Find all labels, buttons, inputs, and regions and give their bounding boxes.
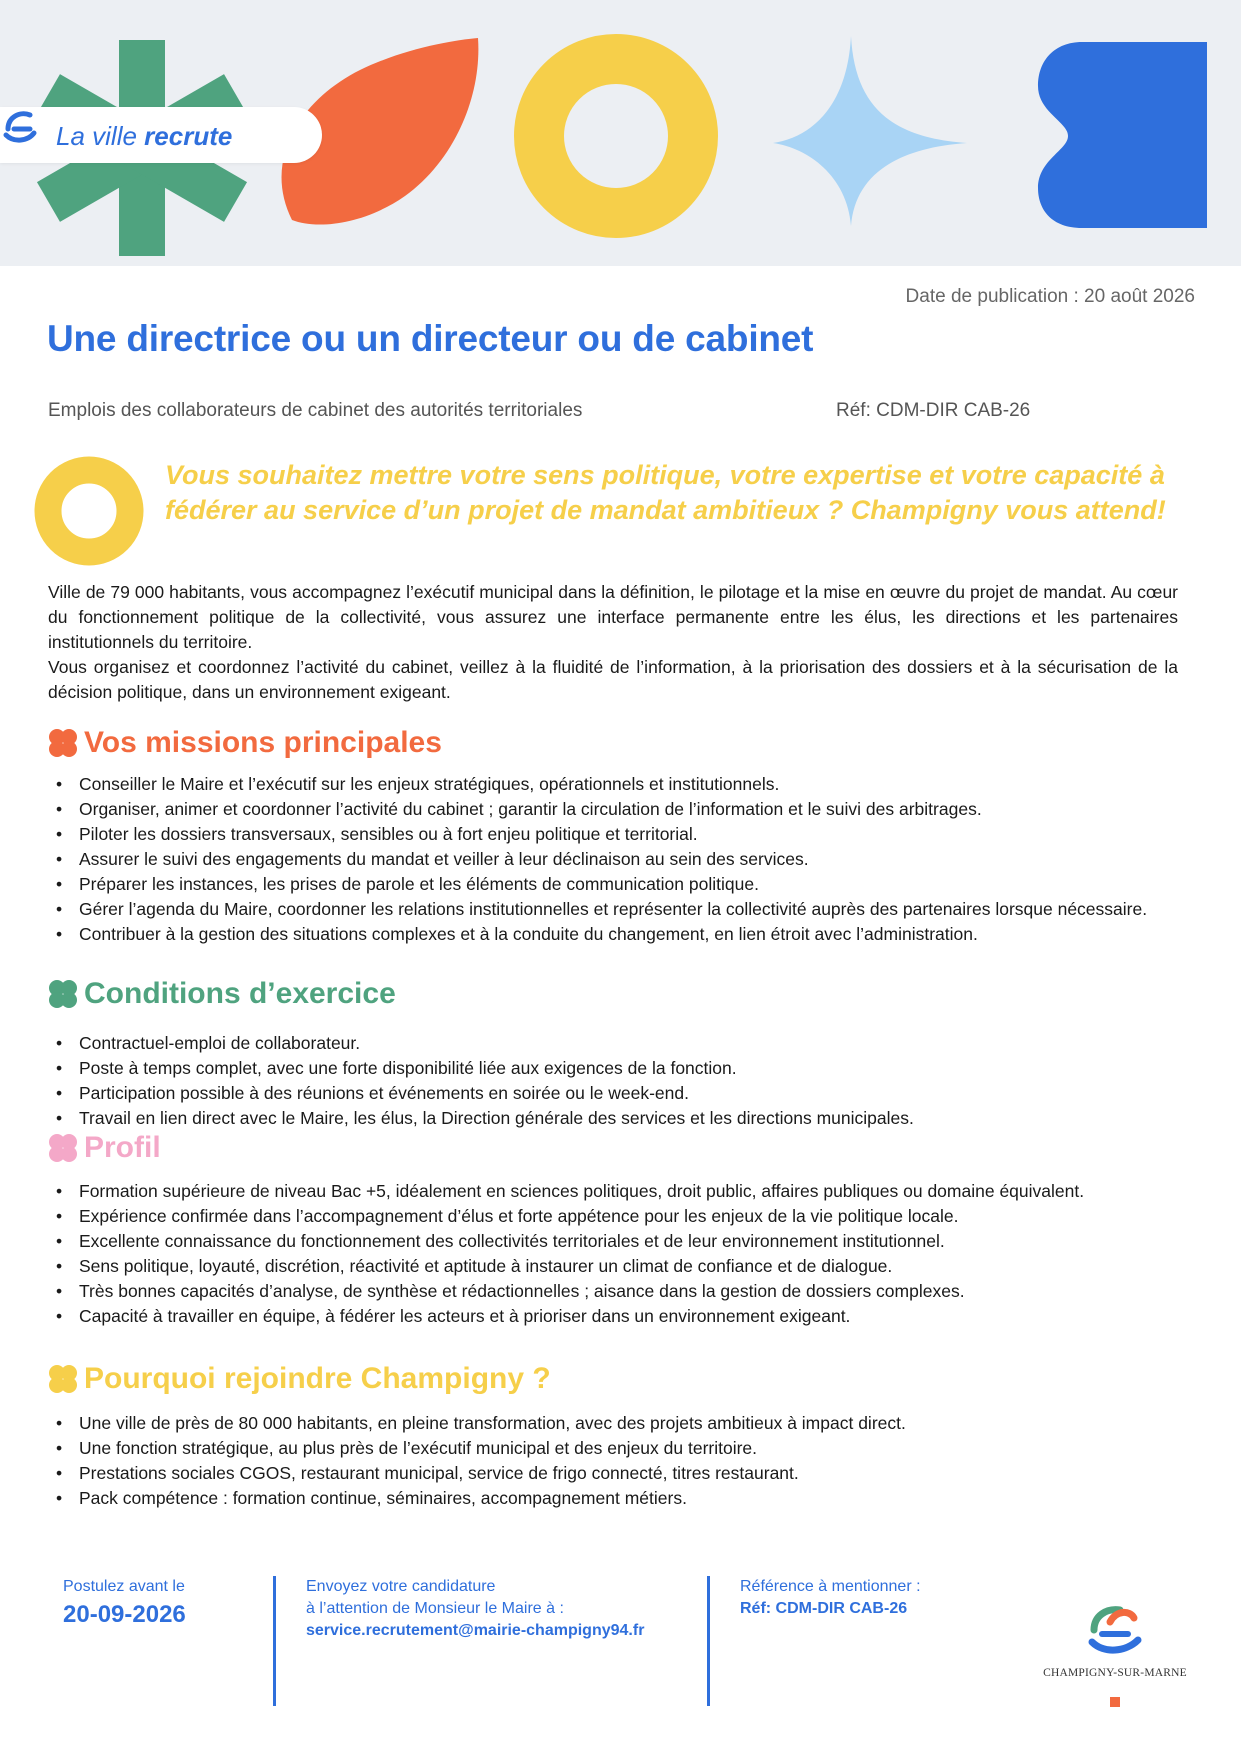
job-reference: Réf: CDM-DIR CAB-26 <box>836 400 1031 421</box>
intro-text <box>48 580 1178 705</box>
list-item: • Expérience confirmée dans l’accompagnement d’élus et forte appétence pour les enjeux de la vie politique locale. <box>56 1204 1186 1229</box>
recrute-label: La ville recrute <box>56 121 233 151</box>
footer-reference <box>740 1576 921 1620</box>
missions-list <box>56 772 1186 947</box>
blue-b-shape <box>1038 42 1207 228</box>
list-item: • Très bonnes capacités d’analyse, de synthèse et rédactionnelles ; aisance dans la gestion de dossiers complexes. <box>56 1279 1186 1304</box>
deadline-date: 20-09-2026 <box>63 1601 186 1628</box>
list-item: • Prestations sociales CGOS, restaurant municipal, service de frigo connecté, titres restaurant. <box>56 1461 1186 1486</box>
intro-paragraph-2: Vous organisez et coordonnez l’activité du cabinet, veillez à la fluidité de l’information, à la priorisation des dossiers et à la sécurisation de la décision politique, dans un environnement exigeant. <box>48 657 1178 702</box>
champigny-sur-marne-logo <box>1040 1600 1190 1707</box>
conditions-list <box>56 1031 1186 1131</box>
apply-line-1: Envoyez votre candidature <box>306 1578 496 1595</box>
job-title: Une directrice ou un directeur ou de cabinet <box>47 318 814 359</box>
deadline-label: Postulez avant le <box>63 1578 185 1595</box>
yellow-ring-decoration <box>34 456 144 566</box>
footer-deadline <box>63 1576 186 1626</box>
la-ville-recrute-badge <box>0 107 322 163</box>
reference-value: Réf: CDM-DIR CAB-26 <box>740 1600 908 1617</box>
orange-square-mark <box>1110 1697 1120 1707</box>
list-item: • Contribuer à la gestion des situations complexes et à la conduite du changement, en lien étroit avec l’administration. <box>56 922 1186 947</box>
apply-email-link[interactable]: service.recrutement@mairie-champigny94.fr <box>306 1622 645 1639</box>
city-name: CHAMPIGNY-SUR-MARNE <box>1043 1667 1187 1679</box>
list-item: • Excellente connaissance du fonctionnement des collectivités territoriales et de leur environnement institutionnel. <box>56 1229 1186 1254</box>
section-conditions-title: Conditions d’exercice <box>48 977 396 1011</box>
list-item: • Préparer les instances, les prises de parole et les éléments de communication politique. <box>56 872 1186 897</box>
pourquoi-list <box>56 1411 1186 1511</box>
list-item: • Organiser, animer et coordonner l’activité du cabinet ; garantir la circulation de l’information et le suivi des arbitrages. <box>56 797 1186 822</box>
list-item: • Participation possible à des réunions et événements en soirée ou le week-end. <box>56 1081 1186 1106</box>
section-pourquoi-title: Pourquoi rejoindre Champigny ? <box>48 1362 551 1396</box>
header-banner <box>0 0 1241 266</box>
profil-list <box>56 1179 1186 1329</box>
flower-icon <box>48 1133 78 1163</box>
flower-icon <box>48 979 78 1009</box>
list-item: • Sens politique, loyauté, discrétion, réactivité et aptitude à instaurer un climat de confiance et de dialogue. <box>56 1254 1186 1279</box>
publication-date: Date de publication : 20 août 2026 <box>905 286 1195 307</box>
list-item: • Poste à temps complet, avec une forte disponibilité liée aux exigences de la fonction. <box>56 1056 1186 1081</box>
accroche-text: Vous souhaitez mettre votre sens politique, votre expertise et votre capacité à fédérer au service d’un projet de mandat ambitieux ? Champigny vous attend! <box>165 460 1166 525</box>
list-item: • Piloter les dossiers transversaux, sensibles ou à fort enjeu politique et territorial. <box>56 822 1186 847</box>
city-logo-icon <box>1080 1600 1150 1658</box>
flower-icon <box>48 728 78 758</box>
light-blue-star-shape <box>773 36 967 226</box>
reference-label: Référence à mentionner : <box>740 1578 921 1595</box>
list-item: • Formation supérieure de niveau Bac +5, idéalement en sciences politiques, droit public, affaires publiques ou domaine équivalent. <box>56 1179 1186 1204</box>
list-item: • Une fonction stratégique, au plus près de l’exécutif municipal et des enjeux du territoire. <box>56 1436 1186 1461</box>
section-profil-title: Profil <box>48 1131 161 1165</box>
list-item: • Une ville de près de 80 000 habitants, en pleine transformation, avec des projets ambitieux à impact direct. <box>56 1411 1186 1436</box>
footer-divider <box>707 1576 710 1706</box>
list-item: • Conseiller le Maire et l’exécutif sur les enjeux stratégiques, opérationnels et institutionnels. <box>56 772 1186 797</box>
list-item: • Capacité à travailler en équipe, à fédérer les acteurs et à prioriser dans un environnement exigeant. <box>56 1304 1186 1329</box>
intro-paragraph-1: Ville de 79 000 habitants, vous accompagnez l’exécutif municipal dans la définition, le pilotage et la mise en œuvre du projet de mandat. Au cœur du fonctionnement politique de la collectivité, vous assurez une interface permanente entre les élus, les directions et les partenaires institutionnels du territoire. <box>48 582 1178 652</box>
list-item: • Travail en lien direct avec le Maire, les élus, la Direction générale des services et les directions municipales. <box>56 1106 1186 1131</box>
champigny-logo-icon <box>0 107 38 143</box>
footer-apply <box>306 1576 644 1642</box>
footer-divider <box>273 1576 276 1706</box>
list-item: • Contractuel-emploi de collaborateur. <box>56 1031 1186 1056</box>
list-item: • Assurer le suivi des engagements du mandat et veiller à leur déclinaison au sein des services. <box>56 847 1186 872</box>
yellow-ring-shape <box>539 59 693 213</box>
apply-line-2: à l’attention de Monsieur le Maire à : <box>306 1600 564 1617</box>
flower-icon <box>48 1364 78 1394</box>
list-item: • Gérer l’agenda du Maire, coordonner les relations institutionnelles et représenter la collectivité auprès des partenaires lorsque nécessaire. <box>56 897 1186 922</box>
list-item: • Pack compétence : formation continue, séminaires, accompagnement métiers. <box>56 1486 1186 1511</box>
section-missions-title: Vos missions principales <box>48 726 442 760</box>
job-category: Emplois des collaborateurs de cabinet des autorités territoriales <box>48 400 583 421</box>
